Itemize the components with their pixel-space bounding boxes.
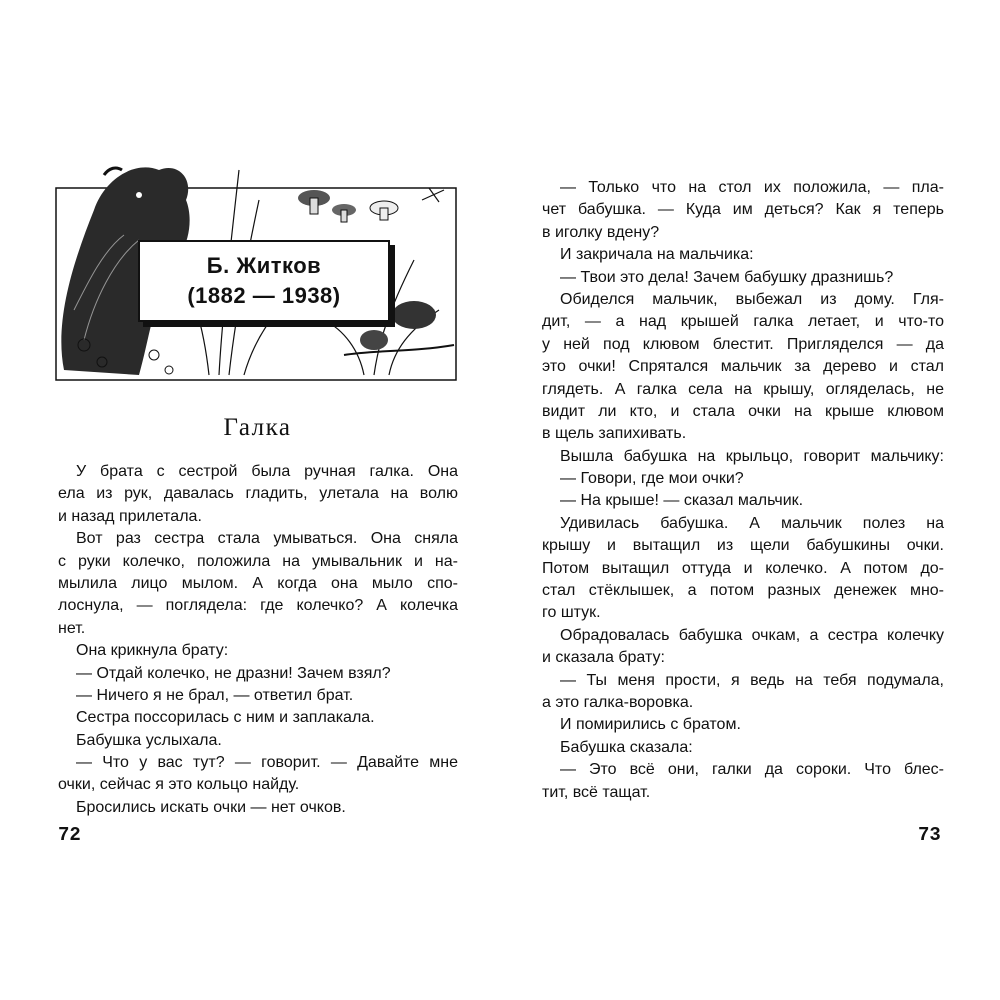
text-line: и сказала брату:	[542, 649, 665, 667]
story-title: Галка	[223, 414, 292, 441]
text-line: — Твои это дела! Зачем бабушку дразнишь?	[560, 268, 894, 286]
author-years: (1882 — 1938)	[187, 283, 341, 308]
text-line: видит ли кто, и стала очки на крыше клювом	[542, 402, 944, 420]
text-line: И закричала на мальчика:	[560, 246, 754, 264]
text-line: у ней под клювом блестит. Пригляделся — да	[542, 335, 944, 353]
text-line: чет бабушка. — Куда им деться? Как я теперь	[542, 201, 944, 219]
text-line: Вот раз сестра стала умываться. Она сняла	[76, 530, 458, 548]
text-line: нет.	[58, 619, 86, 637]
text-line: Она крикнула брату:	[76, 642, 229, 660]
text-line: с руки колечко, положила на умывальник и на-	[58, 552, 458, 570]
text-line: и назад прилетала.	[58, 507, 202, 525]
left-page-text	[58, 461, 458, 819]
text-line: очки, сейчас я это кольцо найду.	[58, 776, 300, 794]
page-number-left: 72	[58, 824, 81, 846]
text-line: Обрадовалась бабушка очкам, а сестра колечку	[560, 626, 944, 644]
text-line: Бросились искать очки — нет очков.	[76, 798, 346, 816]
text-line: У брата с сестрой была ручная галка. Она	[76, 463, 458, 480]
header-illustration	[44, 140, 464, 385]
author-name: Б. Житков	[206, 253, 322, 278]
text-line: И помирились с братом.	[560, 716, 741, 734]
text-line: в щель запихивать.	[542, 425, 687, 443]
text-line: — Ничего я не брал, — ответил брат.	[76, 686, 354, 704]
text-line: — Ты меня прости, я ведь на тебя подумала,	[560, 671, 944, 689]
text-line: — Только что на стол их положила, — пла-	[560, 179, 944, 196]
text-line: Обиделся мальчик, выбежал из дому. Гля-	[560, 290, 944, 308]
text-line: Вышла бабушка на крыльцо, говорит мальчику:	[560, 447, 944, 465]
text-line: лоснула, — поглядела: где колечко? А колечка	[58, 597, 458, 615]
text-line: — Отдай колечко, не дразни! Зачем взял?	[76, 664, 391, 682]
text-line: Удивилась бабушка. А мальчик полез на	[560, 514, 944, 532]
author-box	[138, 240, 390, 322]
text-line: го штук.	[542, 604, 601, 622]
text-line: — Говори, где мои очки?	[560, 470, 744, 488]
text-line: Бабушка сказала:	[560, 738, 693, 756]
text-line: а это галка-воровка.	[542, 693, 694, 711]
text-line: крышу и вытащил из щели бабушкины очки.	[542, 537, 944, 555]
text-line: стал стёклышек, а потом разных денежек мно-	[542, 582, 944, 600]
text-line: Бабушка услыхала.	[76, 731, 222, 749]
page-number-right: 73	[918, 824, 941, 846]
text-line: — Это всё они, галки да сороки. Что блес-	[560, 761, 944, 779]
text-line: это очки! Спрятался мальчик за дерево и стал	[542, 358, 944, 376]
text-line: в иголку вдену?	[542, 223, 660, 241]
text-line: — На крыше! — сказал мальчик.	[560, 492, 804, 510]
text-line: — Что у вас тут? — говорит. — Давайте мне	[76, 754, 458, 772]
right-page-text	[542, 177, 944, 804]
text-line: Потом вытащил оттуда и колечко. А потом до-	[542, 559, 944, 577]
text-line: дит, — а над крышей галка летает, и что-то	[542, 313, 944, 331]
text-line: глядеть. А галка села на крышу, огляделась, не	[542, 380, 944, 398]
text-line: тит, всё тащат.	[542, 783, 651, 801]
text-line: мылила лицо мылом. А когда она мыло спо-	[58, 574, 458, 592]
text-line: ела из рук, давалась гладить, улетала на волю	[58, 485, 458, 503]
text-line: Сестра поссорилась с ним и заплакала.	[76, 709, 375, 727]
